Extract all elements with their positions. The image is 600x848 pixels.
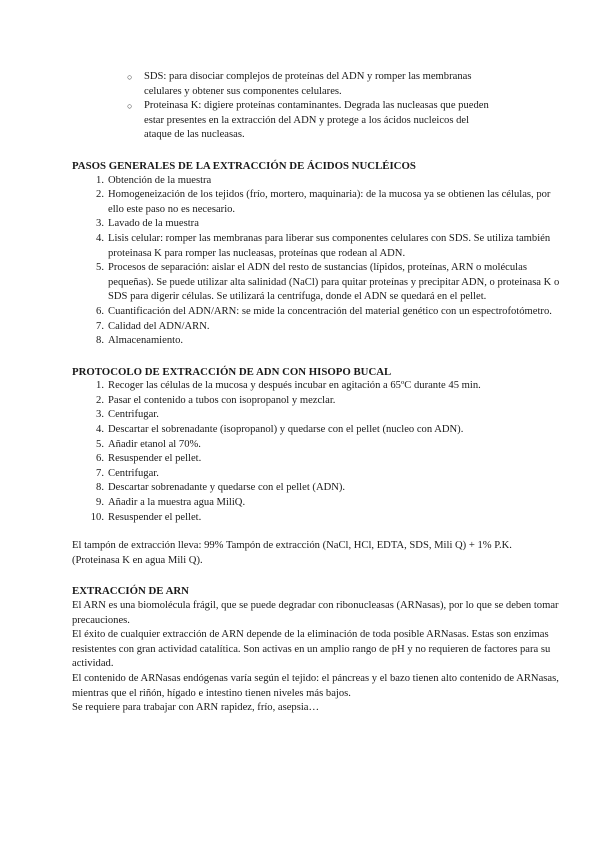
paragraph: Se requiere para trabajar con ARN rapidez, frío, asepsia… <box>72 702 320 714</box>
list-item: 5. Añadir etanol al 70%. <box>96 438 201 450</box>
list-item: 4. Lisis celular: romper las membranas para liberar sus componentes celulares con SDS. Se utiliza también proteinasa K para romper las nucleasas, proteínas que rodean al ADN. <box>96 232 551 259</box>
list-item: ○ SDS: para disociar complejos de proteínas del ADN y romper las membranas celulares y obtener sus componentes celulares. <box>127 71 472 97</box>
list-item: 1. Recoger las células de la mucosa y después incubar en agitación a 65ºC durante 45 min. <box>96 380 481 392</box>
list-item: 6. Resuspender el pellet. <box>96 453 202 465</box>
list-item: 2. Homogeneización de los tejidos (frío, mortero, maquinaria): de la mucosa ya se obtienen las células, por ello este paso no es necesario. <box>96 189 551 215</box>
list-item: 1. Obtención de la muestra <box>96 174 212 186</box>
list-item: 7. Calidad del ADN/ARN. <box>96 320 210 332</box>
intro-bullet-list <box>72 70 560 143</box>
list-item: 10. Resuspender el pellet. <box>90 511 202 523</box>
list-item: 4. Descartar el sobrenadante (isopropanol) y quedarse con el pellet (nucleo con ADN). <box>96 424 464 436</box>
hollow-circle-bullet-icon: ○ <box>127 101 133 112</box>
section-heading: PASOS GENERALES DE LA EXTRACCIÓN DE ÁCIDOS NUCLÉICOS <box>72 159 416 172</box>
list-item: 5. Procesos de separación: aislar el ADN del resto de sustancias (lípidos, proteínas, ARN o moléculas pequeñas). Se puede utilizar alta salinidad (NaCl) para quitar proteínas y precipitar ADN, o proteinasa K o SDS para digerir células. Se utilizará la centrífuga, donde el ADN se quedará en el pellet. <box>96 262 560 303</box>
hollow-circle-bullet-icon: ○ <box>127 72 133 82</box>
list-item: 7. Centrifugar. <box>96 467 159 479</box>
numbered-list <box>72 174 560 349</box>
paragraph: El contenido de ARNasas endógenas varía según el tejido: el páncreas y el bazo tienen alto contenido de ARNasas, mientras que el riñón, hígado e intestino tienen niveles más bajos. <box>72 672 559 699</box>
section-heading: EXTRACCIÓN DE ARN <box>72 585 189 598</box>
paragraph: El ARN es una biomolécula frágil, que se puede degradar con ribonucleasas (ARNasas), por lo que se deben tomar precauciones. <box>72 600 559 626</box>
paragraph: El éxito de cualquier extracción de ARN depende de la eliminación de toda posible ARNasas. Estas son enzimas resistentes con gran actividad catalítica. Son activas en un amplio rango de pH y no requieren de factores para su actividad. <box>72 629 551 670</box>
buffer-note: El tampón de extracción lleva: 99% Tampón de extracción (NaCl, HCl, EDTA, SDS, Mili Q) + 1% P.K. (Proteinasa K en agua Mili Q). <box>72 540 512 566</box>
list-item: 3. Lavado de la muestra <box>96 218 199 230</box>
section-heading: PROTOCOLO DE EXTRACCIÓN DE ADN CON HISOPO BUCAL <box>72 365 392 378</box>
list-item: ○ Proteinasa K: digiere proteínas contaminantes. Degrada las nucleasas que pueden estar presentes en la extracción del ADN y protege a los ácidos nucleicos del ataque de las nucleasas. <box>127 100 489 141</box>
list-item: 6. Cuantificación del ADN/ARN: se mide la concentración del material genético con un espectrofotómetro. <box>96 305 552 317</box>
list-item: 3. Centrifugar. <box>96 409 159 421</box>
list-item: 2. Pasar el contenido a tubos con isopropanol y mezclar. <box>96 394 336 406</box>
list-item: 8. Descartar sobrenadante y quedarse con el pellet (ADN). <box>96 482 346 494</box>
list-item: 8. Almacenamiento. <box>96 335 184 347</box>
list-item: 9. Añadir a la muestra agua MiliQ. <box>96 497 246 509</box>
numbered-list <box>72 379 560 525</box>
